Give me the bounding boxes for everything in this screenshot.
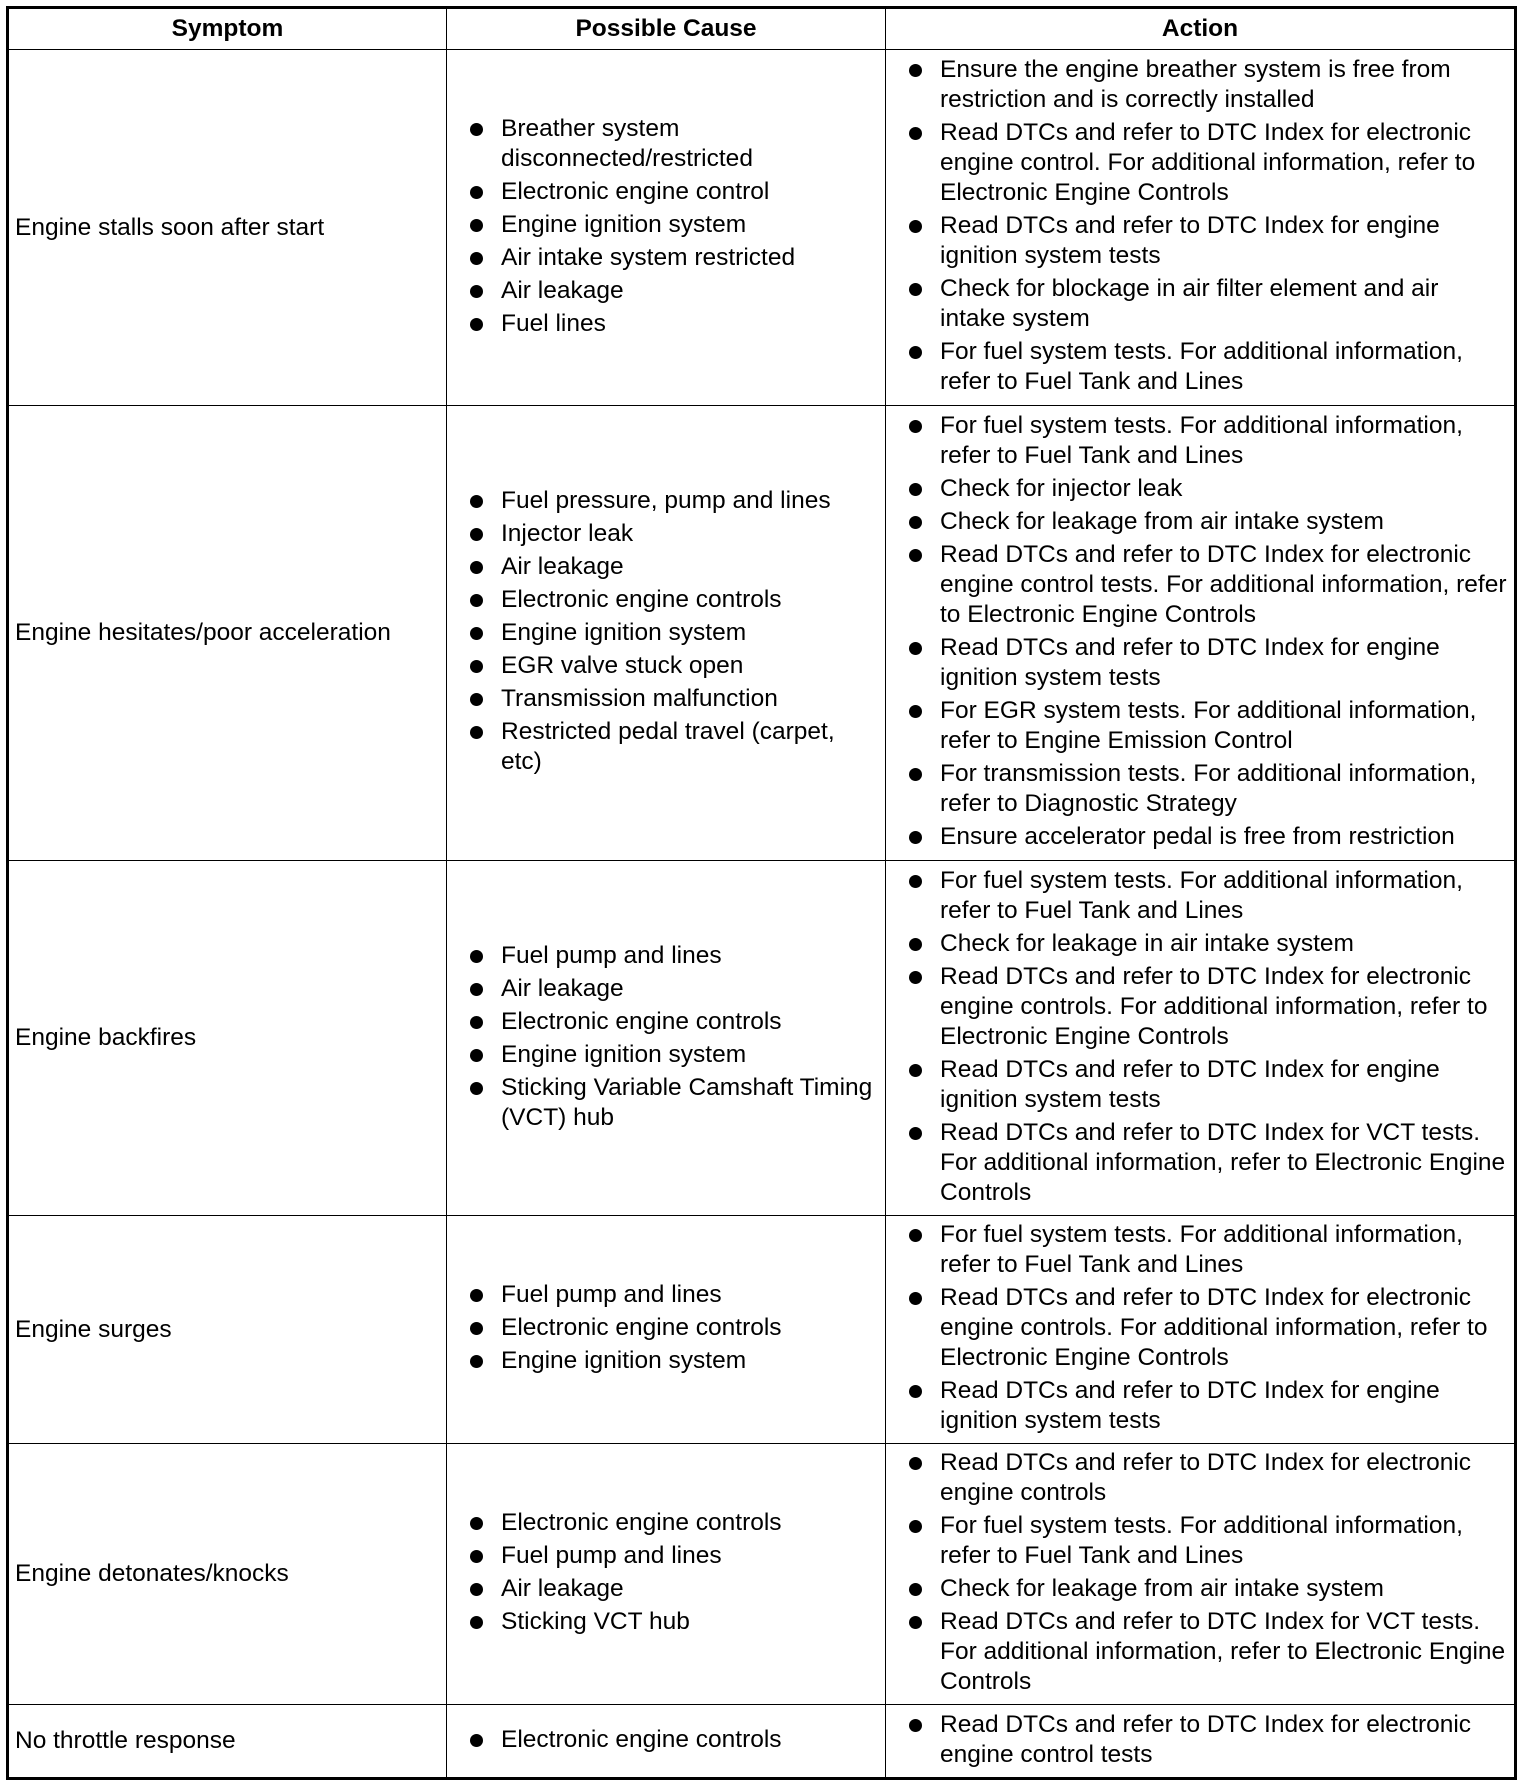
action-item: Check for leakage in air intake system — [906, 929, 1508, 959]
symptom-cell: Engine backfires — [8, 861, 447, 1216]
possible-cause-item: Injector leak — [467, 519, 877, 549]
action-list — [906, 411, 1508, 852]
possible-cause-cell — [447, 861, 886, 1216]
possible-cause-item: Breather system disconnected/restricted — [467, 114, 877, 174]
symptom-cell: Engine detonates/knocks — [8, 1444, 447, 1705]
possible-cause-item: Air intake system restricted — [467, 243, 877, 273]
possible-cause-list — [467, 941, 877, 1133]
possible-cause-cell — [447, 406, 886, 861]
action-list — [906, 1710, 1508, 1770]
action-item: For fuel system tests. For additional information, refer to Fuel Tank and Lines — [906, 337, 1508, 397]
table-row — [8, 861, 1516, 1216]
action-item: For fuel system tests. For additional information, refer to Fuel Tank and Lines — [906, 1511, 1508, 1571]
possible-cause-item: Transmission malfunction — [467, 684, 877, 714]
action-item: Ensure accelerator pedal is free from restriction — [906, 822, 1508, 852]
action-item: Read DTCs and refer to DTC Index for engine ignition system tests — [906, 1055, 1508, 1115]
diagnosis-table-container — [6, 6, 1514, 1772]
possible-cause-item: Engine ignition system — [467, 210, 877, 240]
action-item: Read DTCs and refer to DTC Index for electronic engine control tests. For additional information, refer to Electronic Engine Controls — [906, 540, 1508, 630]
table-row — [8, 50, 1516, 406]
header-action: Action — [886, 8, 1516, 50]
possible-cause-item: Fuel lines — [467, 309, 877, 339]
possible-cause-cell — [447, 50, 886, 406]
possible-cause-item: Air leakage — [467, 276, 877, 306]
table-header-row — [8, 8, 1516, 50]
possible-cause-item: Sticking Variable Camshaft Timing (VCT) hub — [467, 1073, 877, 1133]
action-item: For EGR system tests. For additional information, refer to Engine Emission Control — [906, 696, 1508, 756]
action-item: Read DTCs and refer to DTC Index for engine ignition system tests — [906, 1376, 1508, 1436]
table-row — [8, 1705, 1516, 1779]
action-item: Read DTCs and refer to DTC Index for electronic engine controls — [906, 1448, 1508, 1508]
possible-cause-item: Electronic engine controls — [467, 1725, 877, 1755]
possible-cause-item: Engine ignition system — [467, 618, 877, 648]
action-item: Read DTCs and refer to DTC Index for electronic engine controls. For additional information, refer to Electronic Engine Controls — [906, 1283, 1508, 1373]
possible-cause-list — [467, 1725, 877, 1755]
table-row — [8, 1216, 1516, 1444]
possible-cause-list — [467, 114, 877, 339]
symptom-cell: No throttle response — [8, 1705, 447, 1779]
header-symptom: Symptom — [8, 8, 447, 50]
possible-cause-cell — [447, 1216, 886, 1444]
action-cell — [886, 1705, 1516, 1779]
possible-cause-cell — [447, 1444, 886, 1705]
action-item: For fuel system tests. For additional information, refer to Fuel Tank and Lines — [906, 411, 1508, 471]
possible-cause-item: Air leakage — [467, 552, 877, 582]
header-possible-cause: Possible Cause — [447, 8, 886, 50]
symptom-cell: Engine hesitates/poor acceleration — [8, 406, 447, 861]
action-list — [906, 55, 1508, 397]
action-item: For fuel system tests. For additional information, refer to Fuel Tank and Lines — [906, 866, 1508, 926]
possible-cause-item: Fuel pressure, pump and lines — [467, 486, 877, 516]
symptom-cell: Engine surges — [8, 1216, 447, 1444]
action-item: For fuel system tests. For additional information, refer to Fuel Tank and Lines — [906, 1220, 1508, 1280]
action-item: Read DTCs and refer to DTC Index for electronic engine controls. For additional information, refer to Electronic Engine Controls — [906, 962, 1508, 1052]
action-list — [906, 1448, 1508, 1697]
possible-cause-item: Electronic engine controls — [467, 1313, 877, 1343]
action-item: Check for leakage from air intake system — [906, 507, 1508, 537]
possible-cause-list — [467, 486, 877, 777]
possible-cause-item: Restricted pedal travel (carpet, etc) — [467, 717, 877, 777]
possible-cause-item: Engine ignition system — [467, 1346, 877, 1376]
action-item: Check for injector leak — [906, 474, 1508, 504]
action-item: Read DTCs and refer to DTC Index for electronic engine control tests — [906, 1710, 1508, 1770]
possible-cause-list — [467, 1508, 877, 1637]
possible-cause-item: Air leakage — [467, 1574, 877, 1604]
action-item: Check for blockage in air filter element and air intake system — [906, 274, 1508, 334]
possible-cause-item: EGR valve stuck open — [467, 651, 877, 681]
possible-cause-item: Fuel pump and lines — [467, 1541, 877, 1571]
action-cell — [886, 406, 1516, 861]
possible-cause-item: Fuel pump and lines — [467, 1280, 877, 1310]
action-item: For transmission tests. For additional information, refer to Diagnostic Strategy — [906, 759, 1508, 819]
action-item: Check for leakage from air intake system — [906, 1574, 1508, 1604]
action-cell — [886, 50, 1516, 406]
possible-cause-list — [467, 1280, 877, 1376]
possible-cause-item: Engine ignition system — [467, 1040, 877, 1070]
action-cell — [886, 861, 1516, 1216]
action-item: Read DTCs and refer to DTC Index for electronic engine control. For additional information, refer to Electronic Engine Controls — [906, 118, 1508, 208]
action-item: Read DTCs and refer to DTC Index for VCT tests. For additional information, refer to Electronic Engine Controls — [906, 1607, 1508, 1697]
possible-cause-item: Electronic engine controls — [467, 1508, 877, 1538]
possible-cause-item: Air leakage — [467, 974, 877, 1004]
possible-cause-cell — [447, 1705, 886, 1779]
action-cell — [886, 1216, 1516, 1444]
symptom-chart-table — [6, 6, 1517, 1780]
action-item: Read DTCs and refer to DTC Index for engine ignition system tests — [906, 211, 1508, 271]
possible-cause-item: Sticking VCT hub — [467, 1607, 877, 1637]
symptom-cell: Engine stalls soon after start — [8, 50, 447, 406]
possible-cause-item: Fuel pump and lines — [467, 941, 877, 971]
possible-cause-item: Electronic engine control — [467, 177, 877, 207]
possible-cause-item: Electronic engine controls — [467, 585, 877, 615]
table-row — [8, 1444, 1516, 1705]
possible-cause-item: Electronic engine controls — [467, 1007, 877, 1037]
action-item: Ensure the engine breather system is free from restriction and is correctly installed — [906, 55, 1508, 115]
action-item: Read DTCs and refer to DTC Index for VCT tests. For additional information, refer to Electronic Engine Controls — [906, 1118, 1508, 1208]
action-list — [906, 1220, 1508, 1436]
action-item: Read DTCs and refer to DTC Index for engine ignition system tests — [906, 633, 1508, 693]
table-body — [8, 50, 1516, 1779]
action-list — [906, 866, 1508, 1208]
table-row — [8, 406, 1516, 861]
action-cell — [886, 1444, 1516, 1705]
